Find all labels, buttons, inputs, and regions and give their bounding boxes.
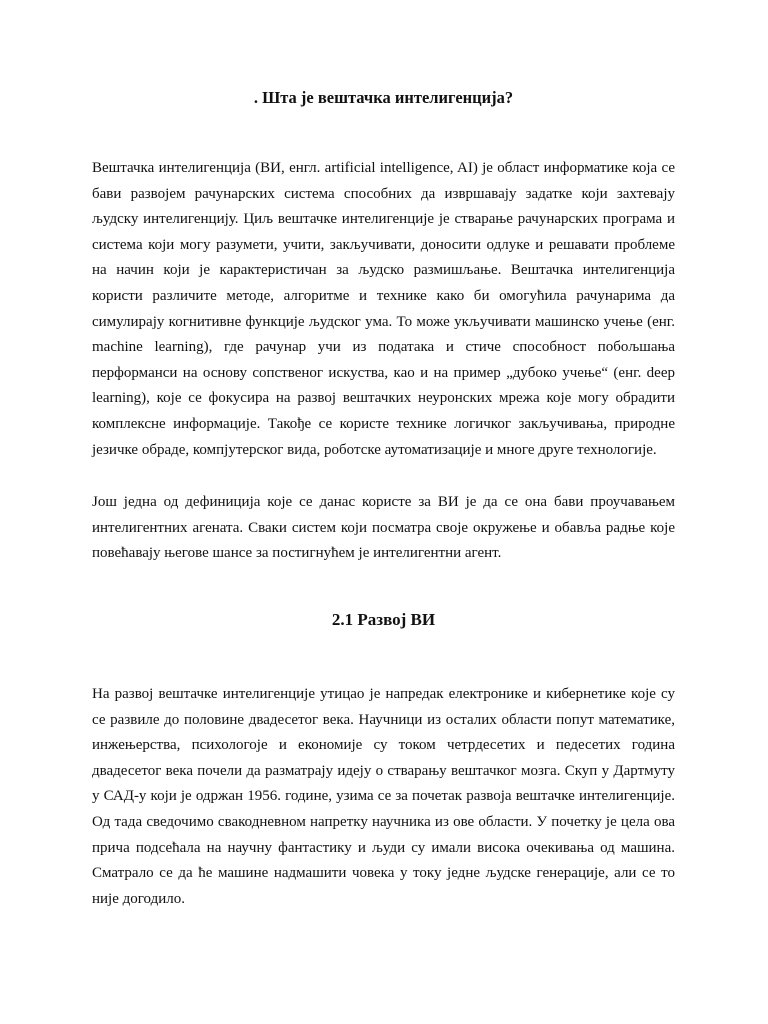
paragraph-intelligent-agents: Још једна од дефиниција које се данас користе за ВИ је да се она бави проучавањем интелигентних агената. Сваки систем који посматра своје окружење и обавља радње које повећавају његове шансе за постигнућем је интелигентни агент. [92,494,675,562]
section-title: 2.1 Развој ВИ [331,610,436,629]
page-title: . Шта је вештачка интелигенција? [253,88,514,107]
paragraph-ai-definition: Вештачка интелигенција (ВИ, енгл. artificial intelligence, AI) је област информатике која се бави развојем рачунарских система способних да извршавају задатке који захтевају људску интелигенцију. Циљ вештачке интелигенције је стварање рачунарских програма и система који могу разумети, учити, закључивати, доносити одлуке и решавати проблеме на начин који је карактеристичан за људско размишљање. Вештачка интелигенција користи различите методе, алгоритме и технике како би омогућила рачунарима да симулирају когнитивне функције људског ума. То може укључивати машинско учење (енг. machine learning), где рачунар учи из података и стиче способност побољшања перформанси на основу сопственог искуства, као и на пример „дубоко учење“ (енг. deep learning), које се фокусира на развој вештачких неуронских мрежа које могу обрадити комплексне информације. Такође се користе технике логичког закључивања, природне језичке обраде, компјутерског вида, роботске аутоматизације и многе друге технологије. [92,160,675,458]
paragraph-ai-development: На развој вештачке интелигенције утицао је напредак електронике и кибернетике које су се развиле до половине двадесетог века. Научници из осталих области попут математике, инжењерства, психологоје и економије су током четрдесетих и педесетих година двадесетог века почели да разматрају идеју о стварању вештачког мозга. Скуп у Дартмуту у САД-у који је одржан 1956. године, узима се за почетак развоја вештачке интелигенције. Од тада сведочимо свакодневном напретку научника из ове области. У почетку је цела ова прича подсећала на научну фантастику и људи су имали висока очекивања од машина. Сматрало се да ће машине надмашити човека у току једне људске генерације, али се то није догодило. [92,686,675,907]
